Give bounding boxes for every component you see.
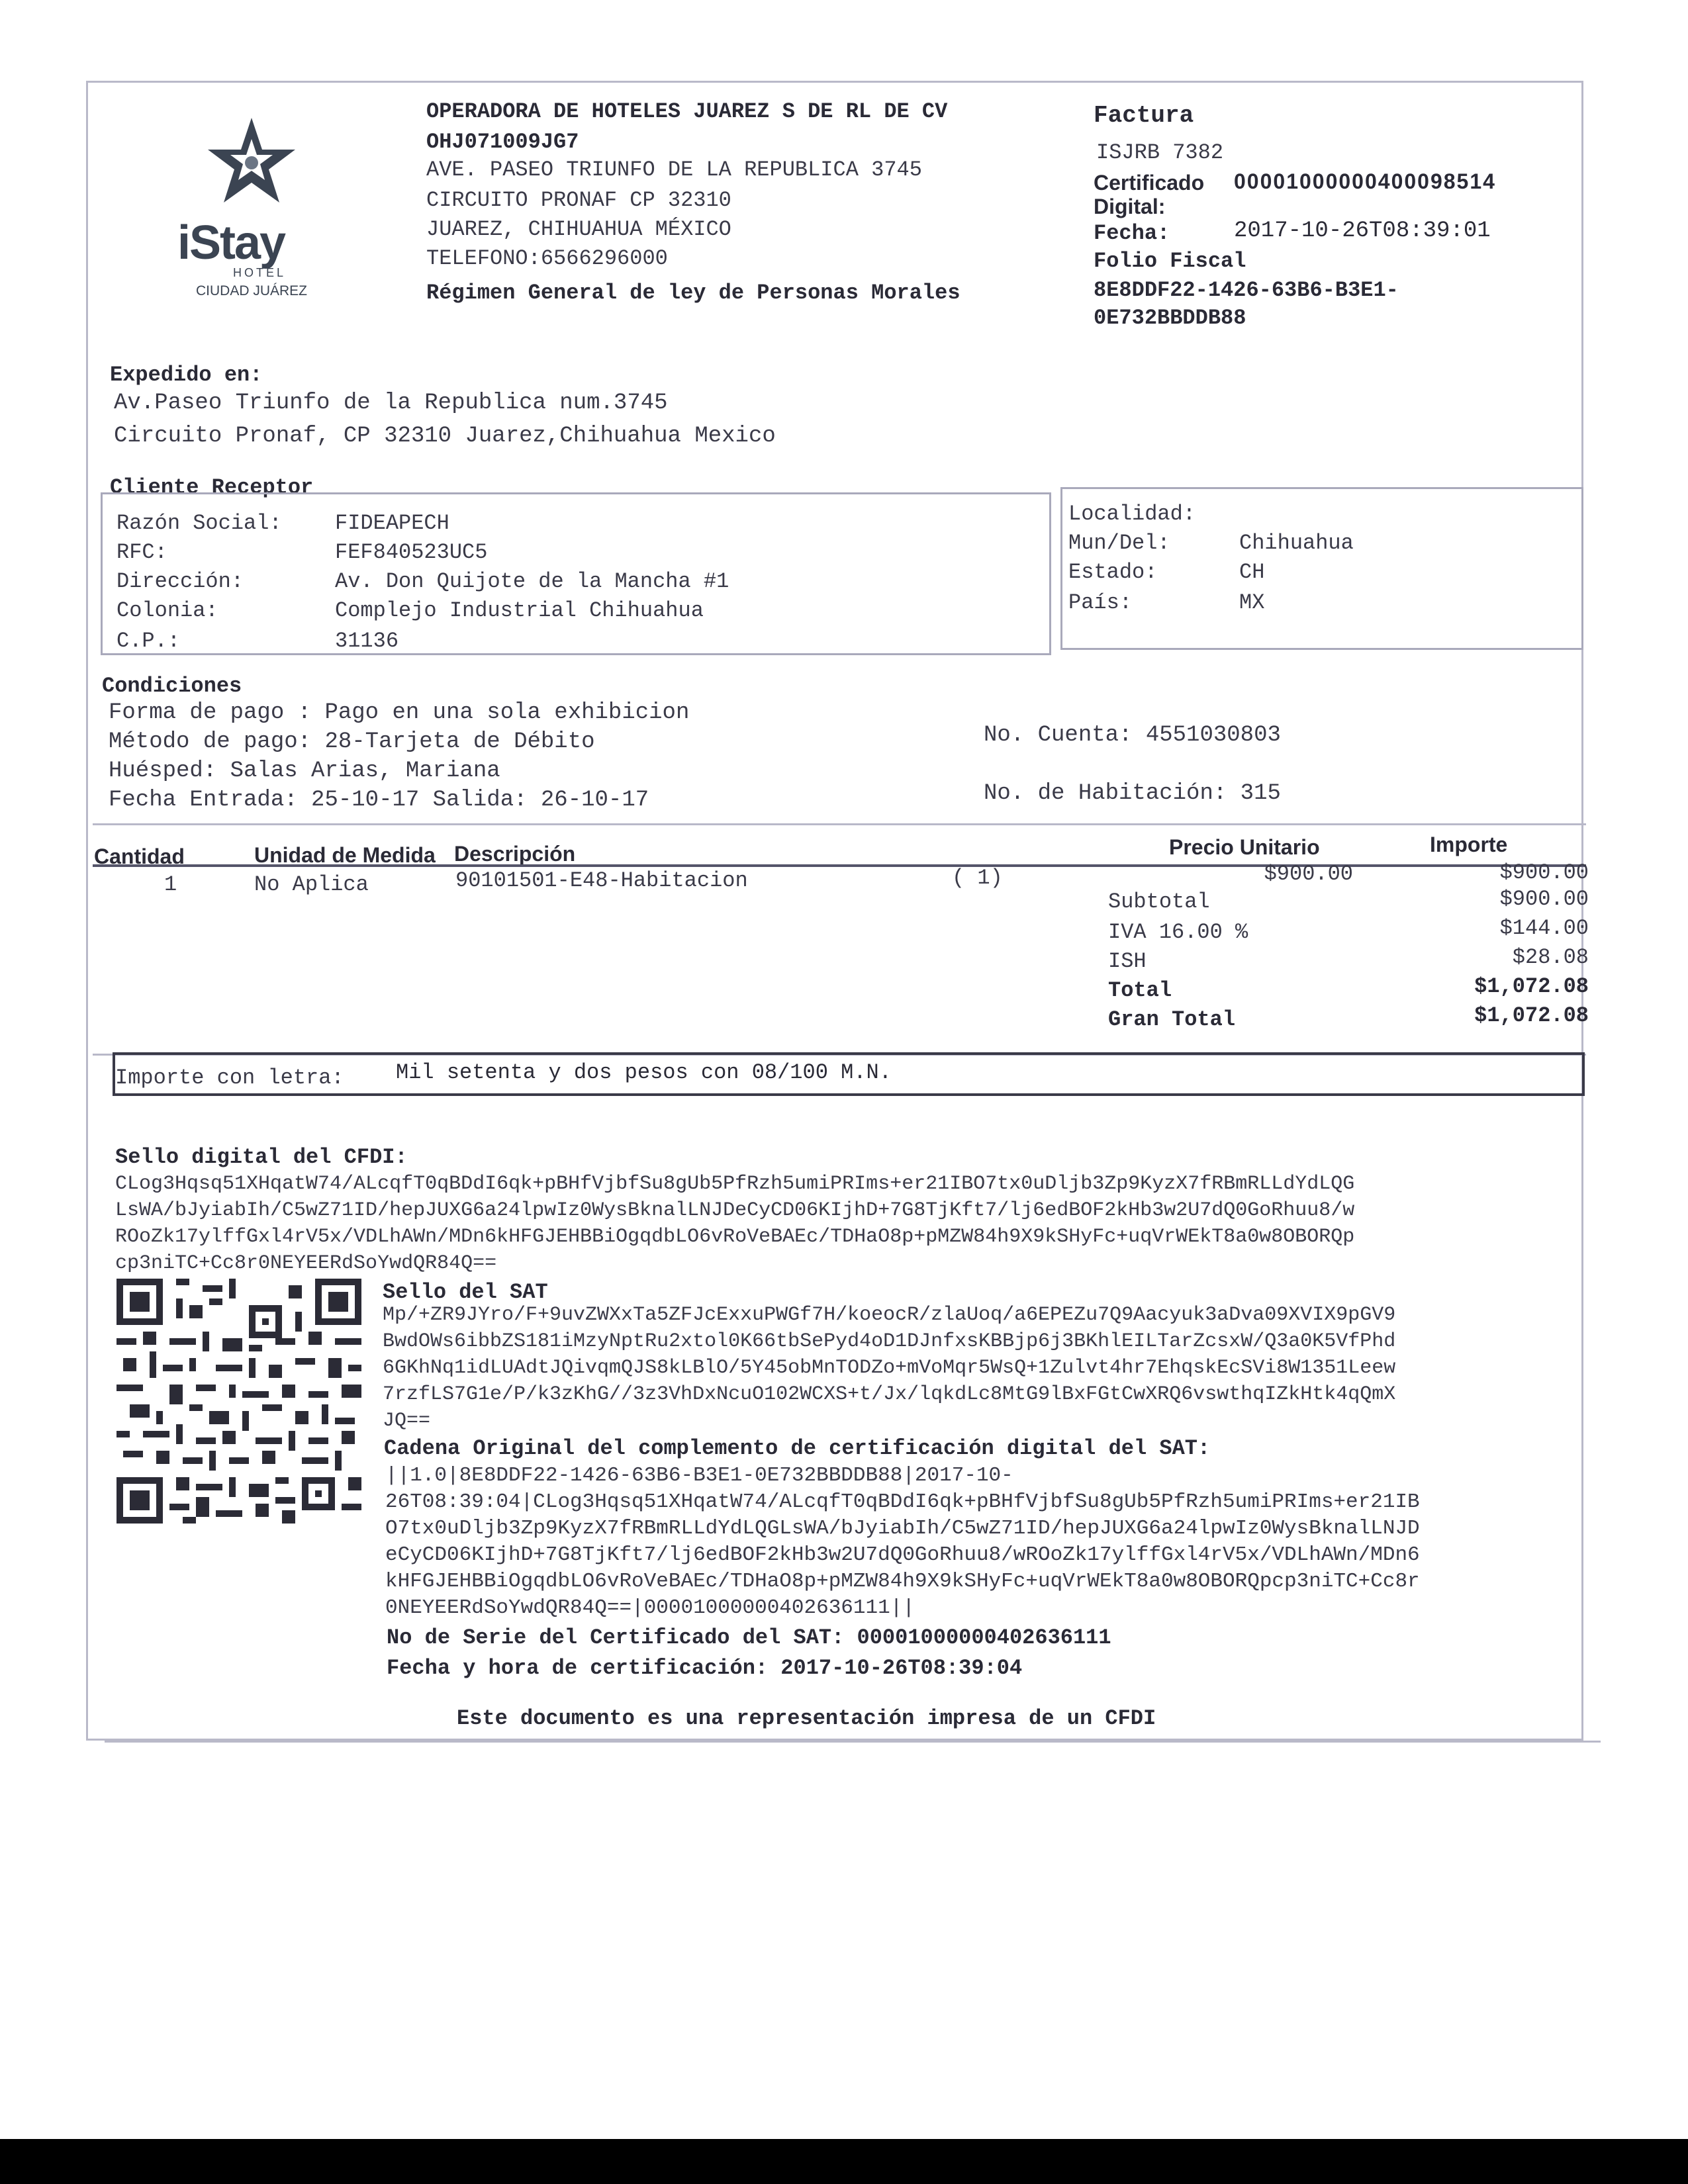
sello-sat-line: 6GKhNq1idLUAdtJQivqmQJS8kLBlO/5Y45obMnTODZo+mVoMqr5WsQ+1Zulvt4hr7EhqskEcSVi8W1351Leew [383,1357,1396,1379]
cadena-line: 0NEYEERdSoYwdQR84Q==|00001000000402636111|| [385,1596,915,1619]
forma-pago: Forma de pago : Pago en una sola exhibicion [109,700,690,725]
col-row [117,598,704,623]
sello-sat-line: 7rzfLS7G1e/P/k3zKhG//3z3VhDxNcuO102WCXS+t/Jx/lqkdLc8MtG9lBxFGtCwXRQ6vswthqIZkHtk4qQmX [383,1383,1396,1406]
row-unidad: No Aplica [254,872,369,897]
serie-sat-value: 00001000000402636111 [857,1625,1111,1650]
invoice-title: Factura [1094,102,1194,129]
serie-sat-row [387,1625,1111,1650]
cadena-line: 26T08:39:04|CLog3Hqsq51XHqatW74/ALcqfT0qBDdI6qk+pBHfVjbfSu8gUb5PfRzh5umiPRIms+er21IB [385,1490,1420,1514]
header-descripcion: Descripción [454,842,576,866]
metodo-pago: Método de pago: 28-Tarjeta de Débito [109,729,595,754]
issuer-rfc: OHJ071009JG7 [426,130,579,154]
fecha-cert-label: Fecha y hora de certificación: [387,1656,769,1680]
sello-cfdi-line: ROoZk17ylffGxl4rV5x/VDLhAWn/MDn6kHFGJEHBBiOgqdbLO6vRoVeBAEc/TDHaO8p+pMZW84h9X9kSHyFc+uqVrWEkT8a0w8OBORQp [115,1226,1355,1248]
sello-sat-label: Sello del SAT [383,1280,548,1304]
expedido-label: Expedido en: [110,363,263,387]
edo-label: Estado: [1068,560,1158,584]
date-value: 2017-10-26T08:39:01 [1234,218,1491,244]
cert-value: 00001000000400098514 [1234,169,1496,193]
subtotal-value: $900.00 [1499,887,1589,911]
gran-total-label: Gran Total [1108,1007,1236,1032]
header-unidad: Unidad de Medida [254,843,436,867]
row-cantidad-paren: ( 1) [952,866,1003,890]
logo-city: CIUDAD JUÁREZ [196,283,308,298]
cp-value: 31136 [335,629,399,653]
cadena-line: eCyCD06KIjhD+7G8TjKft7/lj6edBOF2kHb3w2U7dQ0GoRhuu8/wROoZk17ylffGxl4rV5x/VDLhAWn/MDn6 [385,1543,1420,1567]
dir-row [117,569,729,594]
issuer-address1: AVE. PASEO TRIUNFO DE LA REPUBLICA 3745 [426,158,922,182]
numero-habitacion: No. de Habitación: 315 [984,781,1281,806]
sello-cfdi-line: CLog3Hqsq51XHqatW74/ALcqfT0qBDdI6qk+pBHfVjbfSu8gUb5PfRzh5umiPRIms+er21IBO7tx0uDljb3Zp9KyzX7fRBmRLLdYdLQG [115,1173,1355,1195]
mun-label: Mun/Del: [1068,531,1170,555]
rfc-row [117,540,487,565]
cert-label-2: Digital: [1094,195,1166,218]
total-value: $1,072.08 [1474,974,1589,999]
issuer-address2: CIRCUITO PRONAF CP 32310 [426,188,731,212]
logo-sub: HOTEL [233,266,287,279]
localidad-label: Localidad: [1068,502,1196,526]
iva-label: IVA 16.00 % [1108,920,1248,944]
fecha-cert-row [387,1656,1022,1680]
cadena-line: ||1.0|8E8DDF22-1426-63B6-B3E1-0E732BBDDB88|2017-10- [385,1464,1013,1487]
sello-sat-line: JQ== [383,1410,431,1432]
row-descripcion: 90101501-E48-Habitacion [455,868,748,893]
condiciones-label: Condiciones [102,674,242,698]
dir-label: Dirección: [117,569,244,594]
logo-brand: iStay [177,216,285,269]
sello-cfdi-label: Sello digital del CFDI: [115,1145,408,1169]
row-importe: $900.00 [1499,860,1589,885]
razon-label: Razón Social: [117,511,282,535]
header-precio: Precio Unitario [1169,835,1320,859]
issuer-regime: Régimen General de ley de Personas Morales [426,281,961,305]
dir-value: Av. Don Quijote de la Mancha #1 [335,569,729,594]
serie-sat-label: No de Serie del Certificado del SAT: [387,1625,845,1650]
rfc-value: FEF840523UC5 [335,540,488,565]
qr-code-icon [117,1279,361,1524]
date-label: Fecha: [1094,221,1170,246]
razon-row [117,511,449,535]
fecha-cert-value: 2017-10-26T08:39:04 [780,1656,1023,1680]
header-cantidad: Cantidad [94,844,185,868]
numero-cuenta: No. Cuenta: 4551030803 [984,723,1281,748]
huesped: Huésped: Salas Arias, Mariana [109,758,500,784]
footer-note: Este documento es una representación impresa de un CFDI [457,1706,1156,1731]
mun-row [1068,531,1354,555]
cp-row [117,629,399,653]
expedido-line2: Circuito Pronaf, CP 32310 Juarez,Chihuahua Mexico [114,424,776,449]
ish-value: $28.08 [1512,945,1589,970]
iva-value: $144.00 [1499,916,1589,940]
cadena-label: Cadena Original del complemento de certificación digital del SAT: [384,1436,1211,1461]
row-cantidad: 1 [164,872,177,897]
subtotal-label: Subtotal [1108,889,1210,914]
issuer-address3: JUAREZ, CHIHUAHUA MÉXICO [426,217,731,242]
cadena-line: O7tx0uDljb3Zp9KyzX7fRBmRLLdYdLQGLsWA/bJyiabIh/C5wZ71ID/hepJUXG6a24lpwIz0WysBknalLNJD [385,1517,1420,1540]
expedido-line1: Av.Paseo Triunfo de la Republica num.3745 [114,390,668,416]
pais-row [1068,590,1264,615]
invoice-number: ISJRB 7382 [1096,140,1224,165]
cp-label: C.P.: [117,629,181,653]
sello-sat-line: Mp/+ZR9JYro/F+9uvZWXxTa5ZFJcExxuPWGf7H/koeocR/zlaUoq/a6EPEZu7Q9Aacyuk3aDva09XVIX9pGV9 [383,1304,1396,1326]
cert-label: Certificado [1094,171,1205,195]
col-label: Colonia: [117,598,218,623]
cliente-label: Cliente Receptor [110,475,314,500]
folio-value-2: 0E732BBDDB88 [1094,306,1246,330]
col-value: Complejo Industrial Chihuahua [335,598,704,623]
rfc-label: RFC: [117,540,167,565]
gran-total-value: $1,072.08 [1474,1003,1589,1028]
issuer-name: OPERADORA DE HOTELES JUAREZ S DE RL DE CV [426,99,948,124]
issuer-phone: TELEFONO:6566296000 [426,246,668,271]
razon-value: FIDEAPECH [335,511,449,535]
scan-bottom-bar [0,2139,1688,2184]
ish-label: ISH [1108,949,1147,974]
row-precio: $900.00 [1264,862,1353,886]
header-importe: Importe [1430,833,1508,856]
mun-value: Chihuahua [1239,531,1354,555]
importe-letra-value: Mil setenta y dos pesos con 08/100 M.N. [396,1060,892,1085]
sello-cfdi-line: cp3niTC+Cc8r0NEYEERdSoYwdQR84Q== [115,1252,497,1275]
pais-label: País: [1068,590,1133,615]
folio-label: Folio Fiscal [1094,249,1246,273]
pais-value: MX [1239,590,1265,615]
edo-value: CH [1239,560,1265,584]
importe-letra-label: Importe con letra: [115,1066,344,1090]
total-label: Total [1108,978,1172,1003]
sello-sat-line: BwdOWs6ibbZS181iMzyNptRu2xtol0K66tbSePyd4oD1DJnfxsKBBjp6j3BKhlEILTarZcsxW/Q3a0K5VfPhd [383,1330,1396,1353]
fechas-estancia: Fecha Entrada: 25-10-17 Salida: 26-10-17 [109,788,649,813]
edo-row [1068,560,1264,584]
cadena-line: kHFGJEHBBiOgqdbLO6vRoVeBAEc/TDHaO8p+pMZW84h9X9kSHyFc+uqVrWEkT8a0w8OBORQpcp3niTC+Cc8r [385,1570,1420,1593]
folio-value-1: 8E8DDF22-1426-63B6-B3E1- [1094,278,1399,302]
sello-cfdi-line: LsWA/bJyiabIh/C5wZ71ID/hepJUXG6a24lpwIz0WysBknalLNJDeCyCD06KIjhD+7G8TjKft7/lj6edBOF2kHb3w2U7dQ0GoRhuu8/w [115,1199,1355,1222]
istay-star-logo-icon [199,113,305,218]
frame-bottom-rule [105,1741,1601,1743]
table-top-rule [93,823,1586,825]
